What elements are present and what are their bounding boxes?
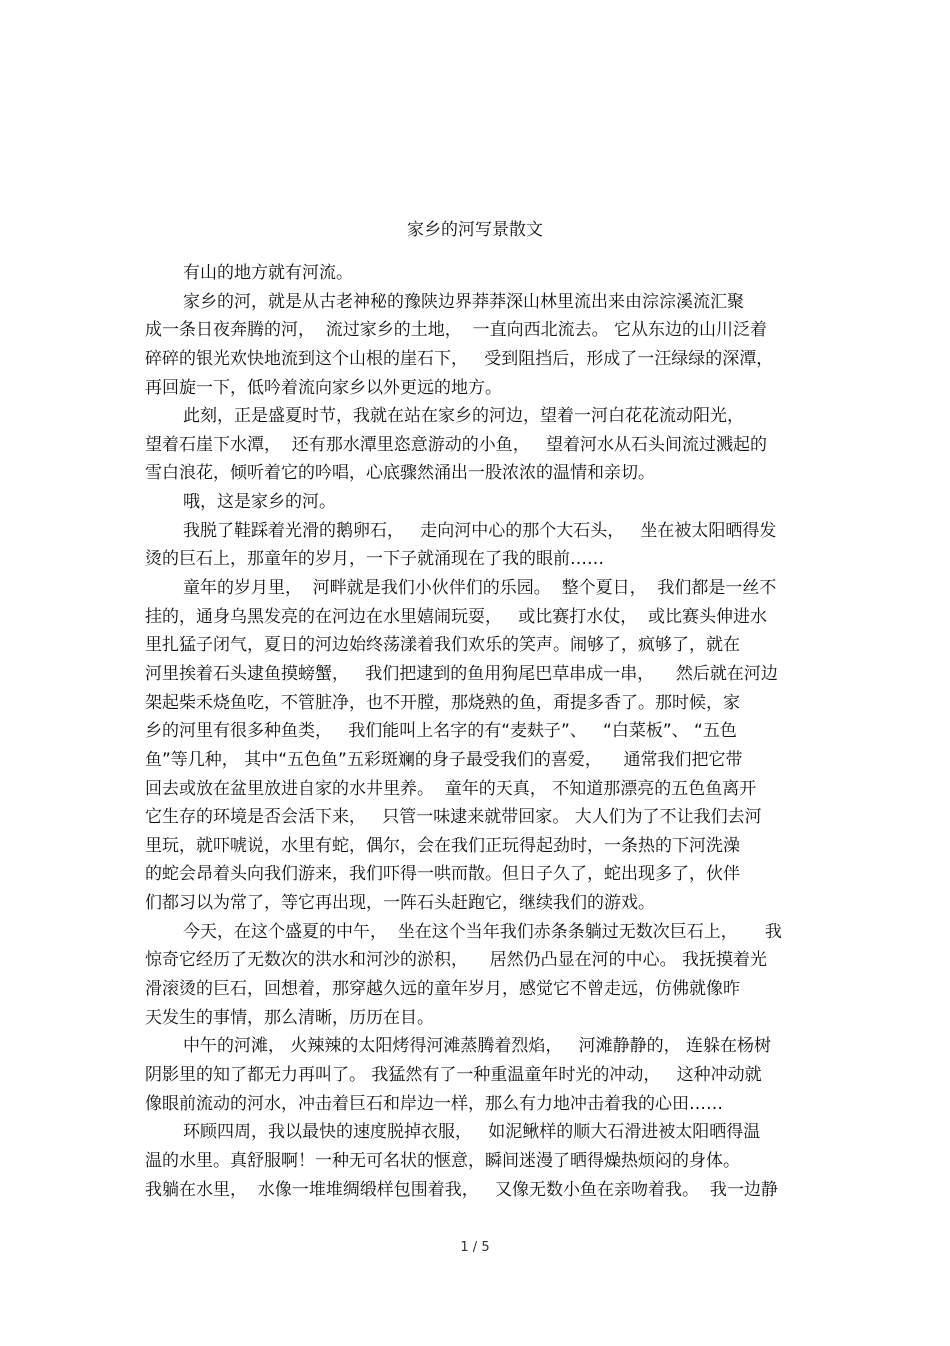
text-line: 我脱了鞋踩着光滑的鹅卵石， 走向河中心的那个大石头， 坐在被太阳晒得发 — [183, 520, 777, 541]
text-line: 的蛇会昂着头向我们游来，我们吓得一哄而散。但日子久了，蛇出现多了，伙伴 — [145, 864, 740, 885]
text-line: 它生存的环境是否会活下来， 只管一味逮来就带回家。 大人们为了不让我们去河 — [145, 807, 762, 828]
text-line: 乡的河里有很多种鱼类， 我们能叫上名字的有“麦麸子”、 “白菜板”、 “五色 — [145, 721, 737, 742]
text-line: 挂的，通身乌黑发亮的在河边在水里嬉闹玩耍， 或比赛打水仗， 或比赛头伸进水 — [145, 606, 768, 627]
text-line: 环顾四周，我以最快的速度脱掉衣服， 如泥鳅样的顺大石滑进被太阳晒得温 — [183, 1122, 761, 1143]
document-title: 家乡的河写景散文 — [407, 220, 543, 240]
text-line: 此刻，正是盛夏时节，我就在站在家乡的河边，望着一河白花花流动阳光， — [183, 406, 744, 427]
text-line: 成一条日夜奔腾的河， 流过家乡的土地， 一直向西北流去。 它从东边的山川泛着 — [145, 320, 768, 341]
text-line: 像眼前流动的河水，冲击着巨石和岸边一样，那么有力地冲击着我的心田…… — [145, 1093, 723, 1114]
text-line: 我躺在水里， 水像一堆堆绸缎样包围着我， 又像无数小鱼在亲吻着我。 我一边静 — [145, 1179, 778, 1200]
text-line: 鱼”等几种， 其中“五色鱼”五彩斑斓的身子最受我们的喜爱， 通常我们把它带 — [145, 749, 743, 770]
text-line: 雪白浪花，倾听着它的吟唱，心底骤然涌出一股浓浓的温情和亲切。 — [145, 463, 655, 484]
text-line: 惊奇它经历了无数次的洪水和河沙的淤积， 居然仍凸显在河的中心。 我抚摸着光 — [145, 950, 768, 971]
text-line: 碎碎的银光欢快地流到这个山根的崖石下， 受到阻挡后，形成了一汪绿绿的深潭， — [145, 348, 774, 369]
text-line: 滑滚烫的巨石，回想着，那穿越久远的童年岁月，感觉它不曾走远，仿佛就像昨 — [145, 979, 740, 1000]
text-line: 有山的地方就有河流。 — [183, 263, 353, 283]
text-line: 哦，这是家乡的河。 — [183, 492, 336, 513]
text-line: 们都习以为常了，等它再出现，一阵石头赶跑它，继续我们的游戏。 — [145, 893, 655, 914]
text-line: 回去或放在盆里放进自家的水井里养。 童年的天真， 不知道那漂亮的五色鱼离开 — [145, 778, 757, 799]
text-line: 童年的岁月里， 河畔就是我们小伙伴们的乐园。 整个夏日， 我们都是一丝不 — [183, 578, 777, 599]
text-line: 架起柴禾烧鱼吃，不管脏净，也不开膛，那烧熟的鱼，甭提多香了。那时候，家 — [145, 692, 740, 713]
text-line: 天发生的事情，那么清晰，历历在目。 — [145, 1007, 434, 1028]
text-line: 温的水里。真舒服啊！一种无可名状的惬意，瞬间迷漫了晒得燥热烦闷的身体。 — [145, 1150, 740, 1171]
document-body — [145, 259, 810, 1204]
page-number: 1 / 5 — [460, 1240, 490, 1255]
text-line: 望着石崖下水潭， 还有那水潭里恣意游动的小鱼， 望着河水从石头间流过溅起的 — [145, 434, 768, 455]
text-line: 今天，在这个盛夏的中午， 坐在这个当年我们赤条条躺过无数次巨石上， 我 — [183, 921, 782, 942]
text-line: 家乡的河，就是从古老神秘的豫陕边界莽莽深山林里流出来由淙淙溪流汇聚 — [183, 291, 744, 312]
text-line: 河里挨着石头逮鱼摸螃蟹， 我们把逮到的鱼用狗尾巴草串成一串， 然后就在河边 — [145, 663, 778, 684]
text-line: 里扎猛子闭气，夏日的河边始终荡漾着我们欢乐的笑声。闹够了，疯够了，就在 — [145, 635, 740, 656]
text-line: 烫的巨石上，那童年的岁月，一下子就涌现在了我的眼前…… — [145, 549, 604, 570]
text-line: 阴影里的知了都无力再叫了。 我猛然有了一种重温童年时光的冲动， 这种冲动就 — [145, 1064, 762, 1085]
text-line: 里玩，就吓唬说，水里有蛇，偶尔，会在我们正玩得起劲时，一条热的下河洗澡 — [145, 835, 740, 856]
text-line: 中午的河滩， 火辣辣的太阳烤得河滩蒸腾着烈焰， 河滩静静的， 连躲在杨树 — [183, 1036, 772, 1057]
text-line: 再回旋一下，低吟着流向家乡以外更远的地方。 — [145, 377, 502, 398]
